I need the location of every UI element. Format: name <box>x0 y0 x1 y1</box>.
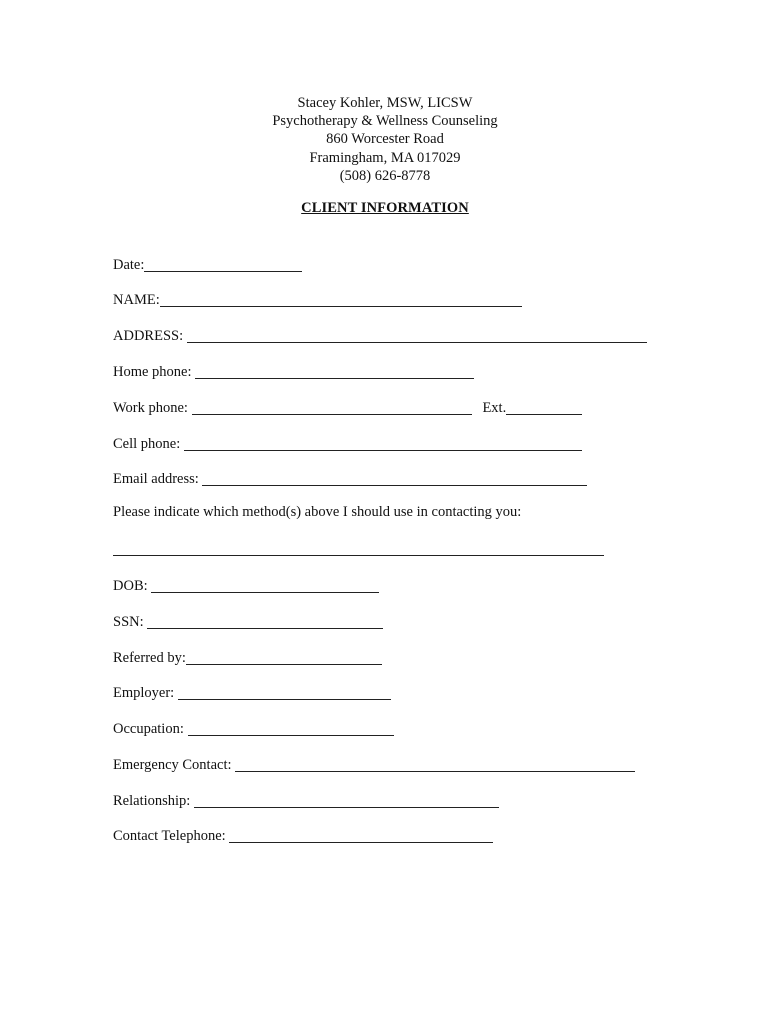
letterhead <box>0 94 770 185</box>
relationship-blank[interactable] <box>194 792 499 808</box>
date-blank[interactable] <box>144 256 302 272</box>
occupation-blank[interactable] <box>188 720 394 736</box>
email-field <box>113 468 587 488</box>
address-blank[interactable] <box>187 327 647 343</box>
emergency-contact-blank[interactable] <box>235 756 635 772</box>
emergency-contact-field <box>113 754 635 774</box>
home-phone-field <box>113 361 474 381</box>
cell-phone-label: Cell phone: <box>113 436 184 452</box>
name-blank[interactable] <box>160 291 522 307</box>
home-phone-label: Home phone: <box>113 364 196 380</box>
relationship-label: Relationship: <box>113 793 194 809</box>
employer-label: Employer: <box>113 685 178 701</box>
relationship-field <box>113 790 499 810</box>
occupation-field <box>113 718 394 738</box>
city-state-zip: Framingham, MA 017029 <box>309 149 461 166</box>
contact-telephone-label: Contact Telephone: <box>113 828 230 844</box>
ext-label: Ext. <box>471 400 507 416</box>
name-label: NAME: <box>113 292 160 308</box>
home-phone-blank[interactable] <box>195 363 474 379</box>
email-label: Email address: <box>113 471 203 487</box>
referred-by-field <box>113 647 382 667</box>
office-phone: (508) 626-8778 <box>339 167 431 184</box>
ssn-blank[interactable] <box>147 613 383 629</box>
address-label: ADDRESS: <box>113 328 187 344</box>
ssn-field <box>113 611 383 631</box>
employer-blank[interactable] <box>178 684 391 700</box>
form-title: CLIENT INFORMATION <box>301 200 469 216</box>
cell-phone-field <box>113 433 582 453</box>
date-field <box>113 254 302 274</box>
work-phone-blank[interactable] <box>192 399 472 415</box>
referred-by-label: Referred by: <box>113 650 186 666</box>
contact-telephone-blank[interactable] <box>229 827 493 843</box>
ssn-label: SSN: <box>113 614 148 630</box>
contact-telephone-field <box>113 825 493 845</box>
contact-method-blank[interactable] <box>113 555 604 556</box>
name-field <box>113 289 522 309</box>
street-address: 860 Worcester Road <box>326 131 444 148</box>
practitioner-name: Stacey Kohler, MSW, LICSW <box>297 95 473 111</box>
practice-name: Psychotherapy & Wellness Counseling <box>272 113 498 130</box>
work-phone-field <box>113 397 582 417</box>
date-label: Date: <box>113 257 145 273</box>
dob-field <box>113 575 379 595</box>
employer-field <box>113 682 391 702</box>
dob-label: DOB: <box>113 578 152 594</box>
dob-blank[interactable] <box>151 577 379 593</box>
ext-blank[interactable] <box>506 399 582 415</box>
contact-method-prompt: Please indicate which method(s) above I should use in contacting you: <box>113 504 522 520</box>
address-field <box>113 325 647 345</box>
email-blank[interactable] <box>202 470 587 486</box>
referred-by-blank[interactable] <box>186 649 382 665</box>
cell-phone-blank[interactable] <box>184 435 582 451</box>
work-phone-label: Work phone: <box>113 400 192 416</box>
occupation-label: Occupation: <box>113 721 188 737</box>
emergency-contact-label: Emergency Contact: <box>113 757 236 773</box>
